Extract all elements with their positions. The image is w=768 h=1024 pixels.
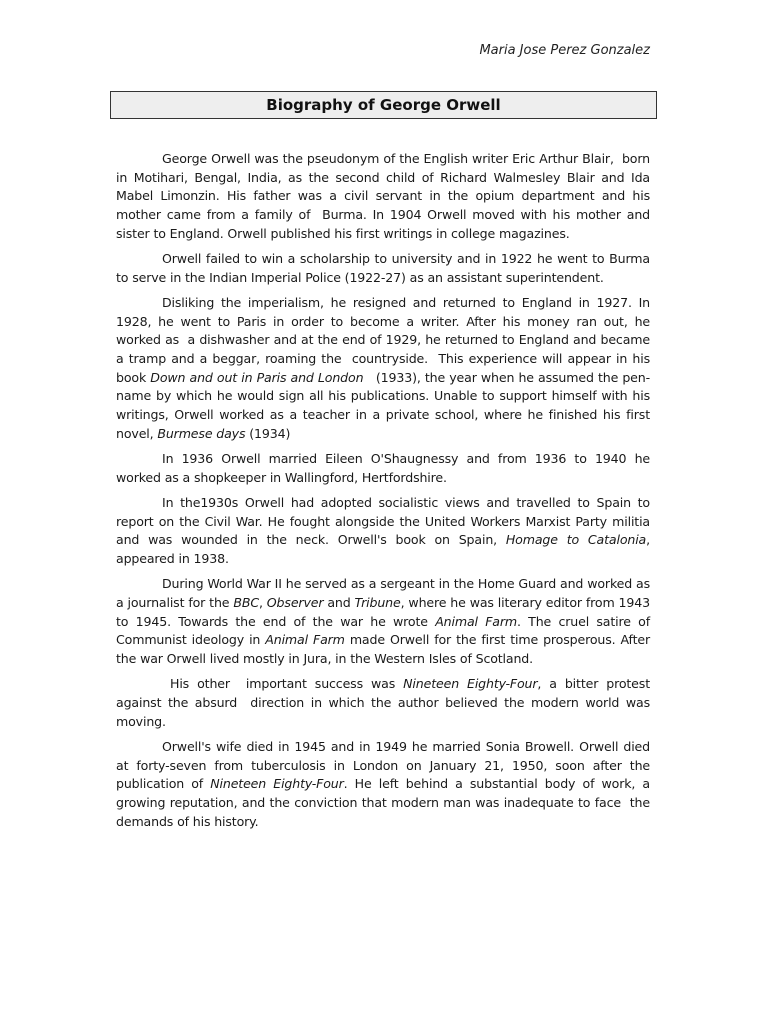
work-title: Observer (266, 594, 324, 610)
body-paragraph (116, 494, 654, 569)
body-paragraph (116, 738, 654, 832)
work-title: Nineteen Eighty-Four (210, 776, 344, 792)
body-paragraph (116, 250, 654, 287)
document-title: Biography of George Orwell (266, 96, 501, 114)
title-box (110, 91, 657, 119)
paragraph-text: In 1936 Orwell married Eileen O'Shaugnessy and from 1936 to 1940 he worked as a shopkeeper in Wallingford, Hertfordshire. (116, 451, 654, 485)
paragraph-text: (1933), the year when he assumed the pen-name by which he would sign all his publications. Unable to support himself with his writings, Orwell worked as a teacher in a private school, where he finished his first novel, (116, 369, 654, 441)
paragraph-text: . The cruel satire of Communist ideology in (116, 613, 654, 648)
work-title: Nineteen Eighty-Four (403, 676, 538, 692)
body-paragraph (116, 294, 654, 444)
paragraph-text: , where he was literary editor from 1943 to 1945. Towards the end of the war he wrote (116, 594, 654, 629)
work-title: Animal Farm (435, 613, 517, 629)
work-title: Tribune (354, 594, 401, 610)
paragraph-text: His other important success was (162, 676, 404, 692)
work-title: Down and out in Paris and London (150, 369, 364, 385)
paragraph-text: , a bitter protest against the absurd direction in which the author believed the modern world was moving. (116, 676, 654, 729)
paragraph-text: Orwell's wife died in 1945 and in 1949 he married Sonia Browell. Orwell died at forty-seven from tuberculosis in London on January 21, 1950, soon after the publication of (116, 738, 654, 792)
paragraph-text: In the1930s Orwell had adopted socialistic views and travelled to Spain to report on the Civil War. He fought alongside the United Workers Marxist Party militia and was wounded in the neck. Orwell's book on Spain, (116, 494, 654, 548)
paragraph-text: , appeared in 1938. (116, 532, 654, 567)
paragraph-text: (1934) (245, 425, 291, 441)
paragraph-text: and (323, 594, 355, 610)
paragraph-text: . He left behind a substantial body of work, a growing reputation, and the conviction that modern man was inadequate to face the demands of his history. (116, 776, 654, 829)
body-paragraph (116, 575, 654, 669)
paragraph-text: Orwell failed to win a scholarship to university and in 1922 he went to Burma to serve in the Indian Imperial Police (1922-27) as an assistant superintendent. (116, 251, 654, 285)
paragraph-text: made Orwell for the first time prosperous. After the war Orwell lived mostly in Jura, in the Western Isles of Scotland. (116, 632, 654, 667)
body-paragraph (116, 150, 654, 244)
body-paragraph (116, 450, 654, 487)
work-title: Animal Farm (265, 632, 345, 648)
body-paragraph (116, 675, 654, 731)
work-title: Burmese days (157, 425, 246, 441)
author-name: Maria Jose Perez Gonzalez (479, 43, 650, 58)
paragraph-text: George Orwell was the pseudonym of the English writer Eric Arthur Blair, born in Motihari, Bengal, India, as the second child of Richard Walmesley Blair and Ida Mabel Limonzin. His father was a civil servant in the opium department and his mother came from a family of Burma. In 1904 Orwell moved with his mother and sister to England. Orwell published his first writings in college magazines. (116, 151, 654, 241)
work-title: BBC (233, 594, 259, 610)
document-body (116, 150, 654, 838)
paragraph-text: During World War II he served as a sergeant in the Home Guard and worked as a journalist for the (116, 576, 654, 610)
work-title: Homage to Catalonia (505, 532, 647, 548)
paragraph-text: , (258, 594, 267, 610)
paragraph-text: Disliking the imperialism, he resigned and returned to England in 1927. In 1928, he went to Paris in order to become a writer. After his money ran out, he worked as a dishwasher and at the end of 1929, he returned to England and became a tramp and a beggar, roaming the countryside. This experience will appear in his book (116, 294, 654, 385)
